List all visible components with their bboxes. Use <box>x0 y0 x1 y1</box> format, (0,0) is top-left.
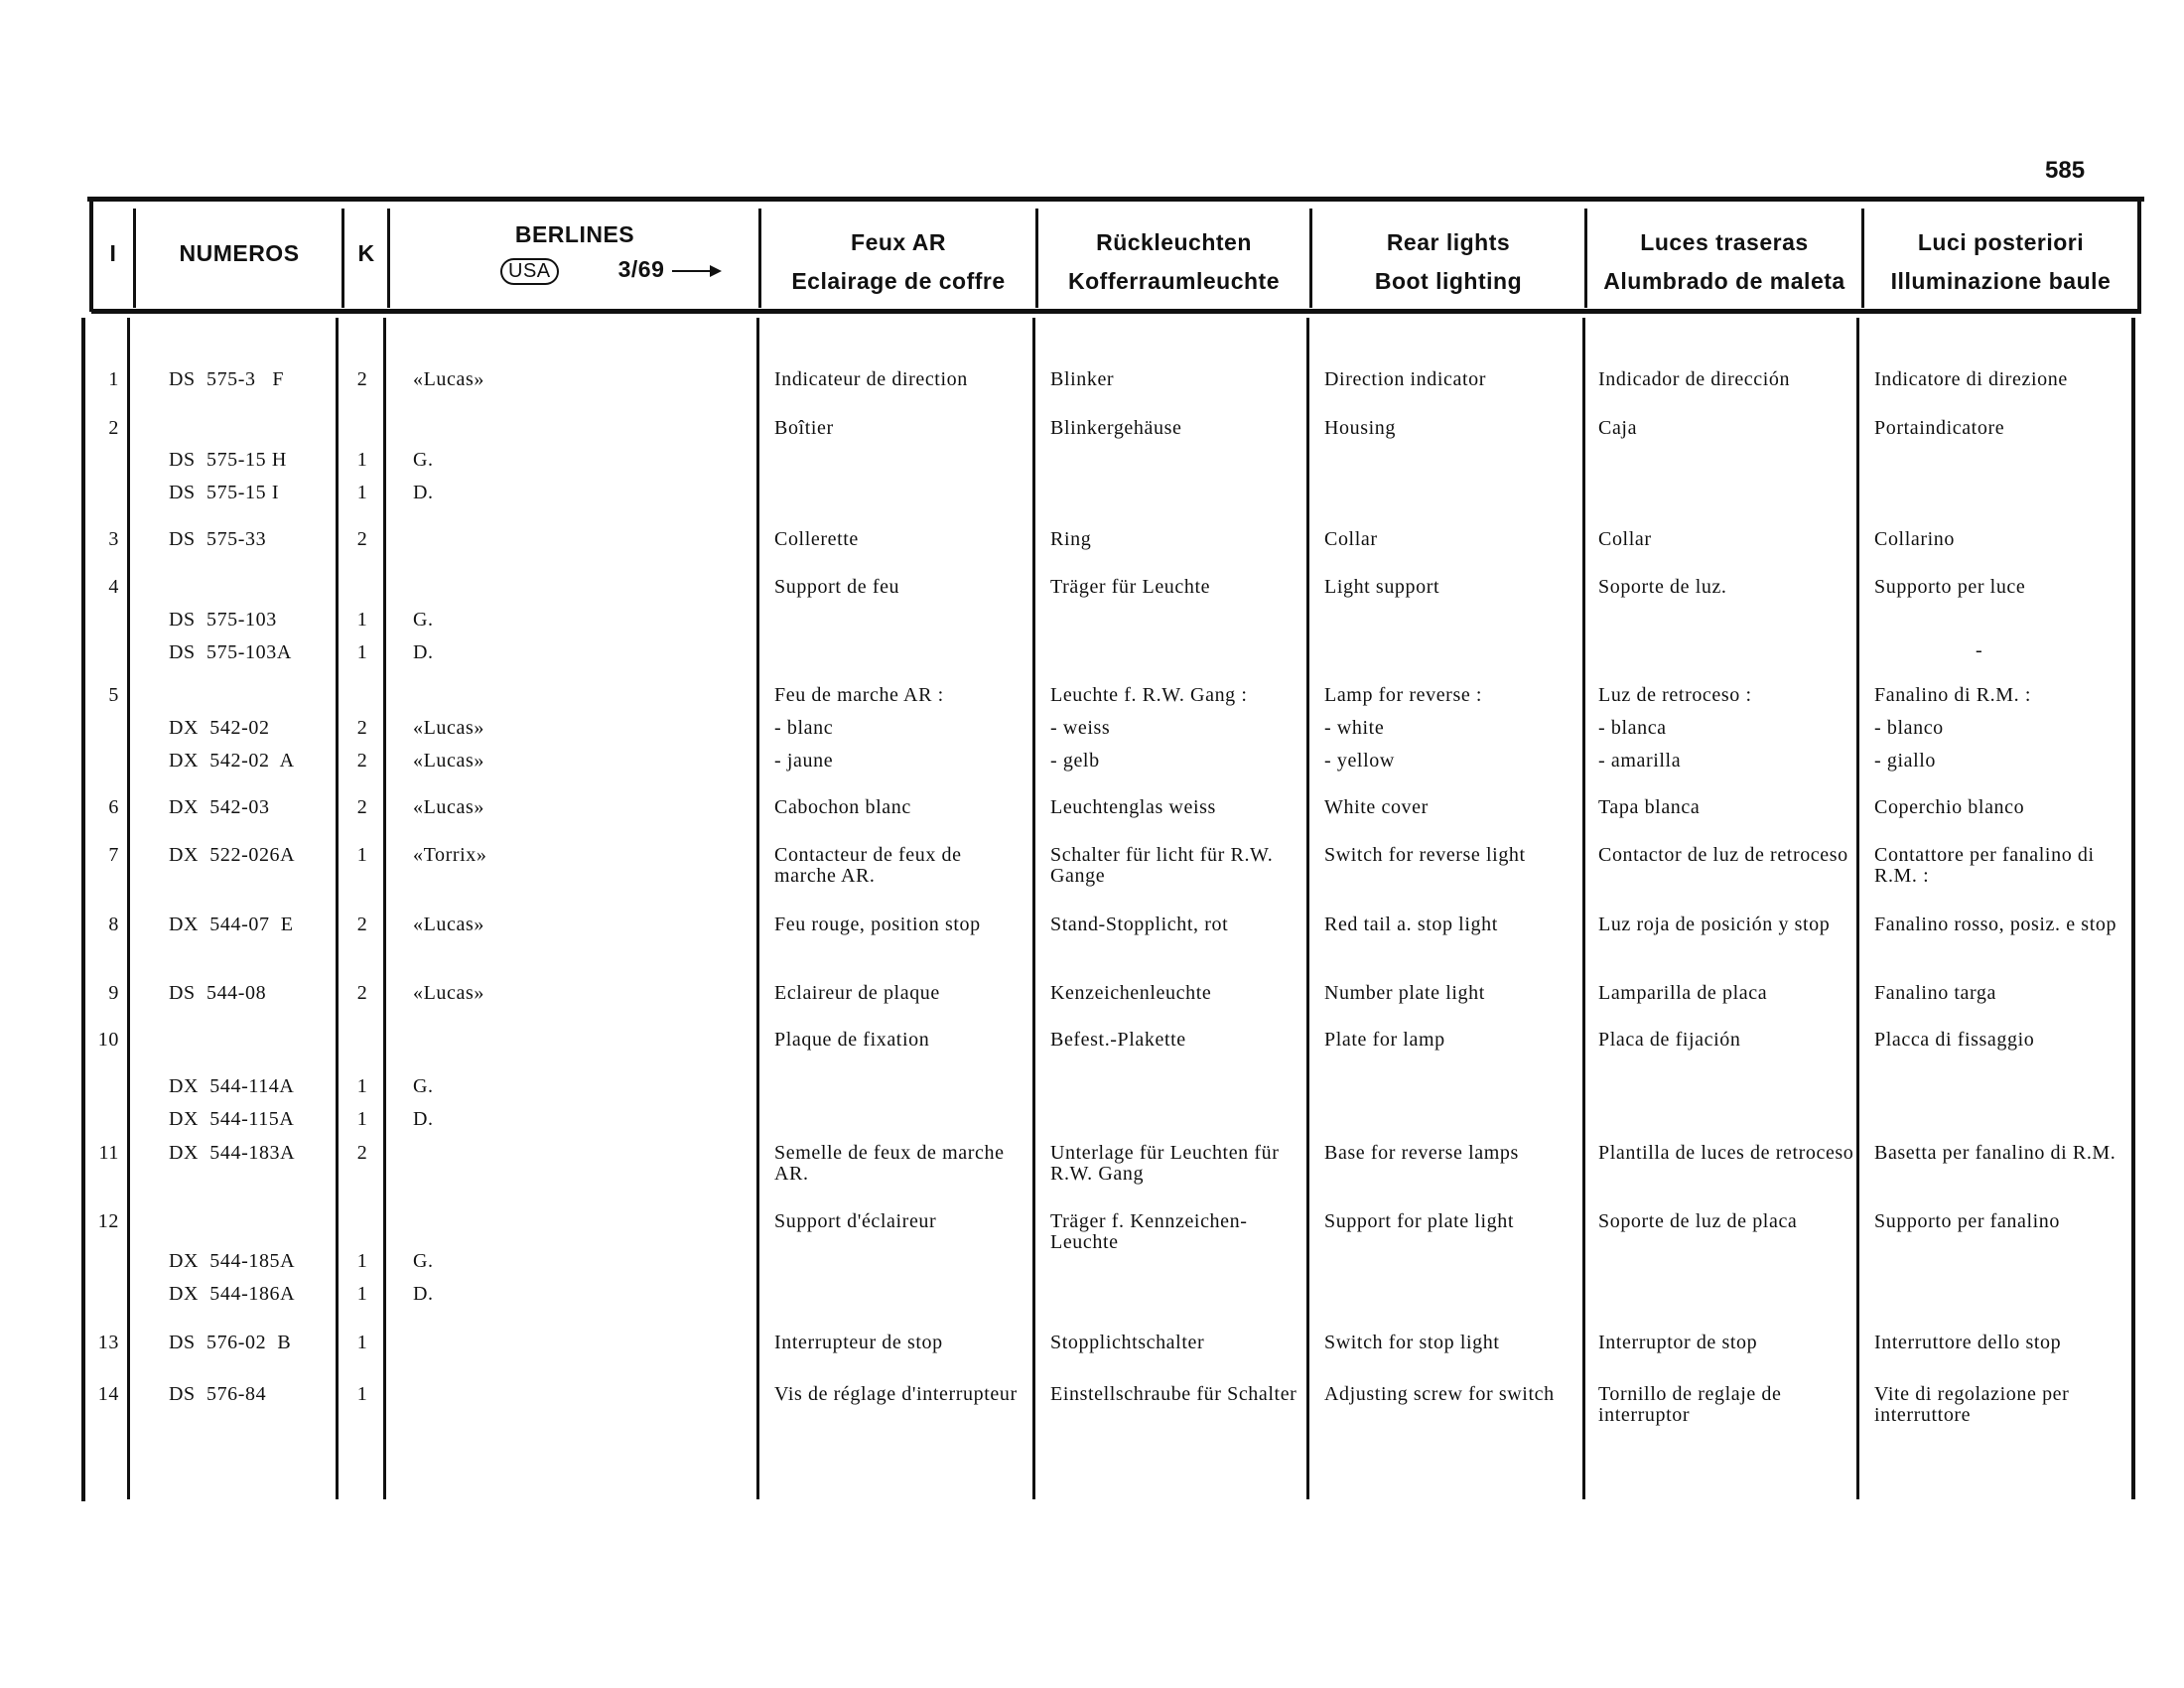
cell-it: Contattore per fanalino di R.M. : <box>1874 844 2095 887</box>
cell-note: «Lucas» <box>413 796 484 818</box>
cell-num: DX 544-114A <box>169 1075 295 1097</box>
cell-es: Contactor de luz de retroceso <box>1598 844 1848 866</box>
cell-es: Tornillo de reglaje de interruptor <box>1598 1383 1782 1426</box>
cell-en: Number plate light <box>1324 982 1485 1004</box>
cell-k: 2 <box>356 914 368 935</box>
cell-i: 6 <box>108 796 119 818</box>
cell-note: D. <box>413 641 434 663</box>
header-it: Luci posteriori Illuminazione baule <box>1890 229 2112 294</box>
cell-it: Portaindicatore <box>1874 417 2005 439</box>
cell-num: DS 575-15 H <box>169 449 287 471</box>
cell-k: 1 <box>356 449 368 471</box>
cell-de: Einstellschraube für Schalter <box>1050 1383 1297 1405</box>
cell-note: «Lucas» <box>413 717 484 739</box>
cell-num: DX 544-186A <box>169 1283 296 1305</box>
cell-en: Switch for reverse light <box>1324 844 1526 866</box>
header-col-k: K <box>357 240 375 266</box>
cell-de: Stopplichtschalter <box>1050 1332 1205 1353</box>
cell-i: 4 <box>108 576 119 598</box>
cell-it: - blanco <box>1874 717 1944 739</box>
cell-num: DS 575-103A <box>169 641 292 663</box>
cell-num: DX 542-02 <box>169 717 270 739</box>
cell-de: Leuchtenglas weiss <box>1050 796 1216 818</box>
col-divider <box>2137 199 2141 312</box>
cell-it: Coperchio blanco <box>1874 796 2025 818</box>
cell-note: D. <box>413 1283 434 1305</box>
cell-num: DX 542-03 <box>169 796 270 818</box>
cell-en: - white <box>1324 717 1385 739</box>
cell-es: Interruptor de stop <box>1598 1332 1758 1353</box>
cell-en: Adjusting screw for switch <box>1324 1383 1555 1405</box>
cell-es: Caja <box>1598 417 1638 439</box>
col-divider <box>81 318 85 1501</box>
cell-de: Unterlage für Leuchten für R.W. Gang <box>1050 1142 1280 1185</box>
cell-note: «Lucas» <box>413 982 484 1004</box>
cell-k: 1 <box>356 641 368 663</box>
cell-i: 9 <box>108 982 119 1004</box>
cell-it: Basetta per fanalino di R.M. <box>1874 1142 2116 1164</box>
cell-de: Leuchte f. R.W. Gang : <box>1050 684 1248 706</box>
cell-en: Plate for lamp <box>1324 1029 1445 1051</box>
cell-it: Placca di fissaggio <box>1874 1029 2035 1051</box>
cell-k: 1 <box>356 1283 368 1305</box>
cell-es: Luz de retroceso : <box>1598 684 1752 706</box>
cell-it: Vite di regolazione per interruttore <box>1874 1383 2070 1426</box>
cell-i: 14 <box>97 1383 119 1405</box>
cell-num: DX 544-185A <box>169 1250 296 1272</box>
cell-num: DS 576-02 B <box>169 1332 292 1353</box>
cell-i: 3 <box>108 528 119 550</box>
cell-de: Träger für Leuchte <box>1050 576 1211 598</box>
page-number: 585 <box>2045 157 2086 184</box>
cell-note: «Lucas» <box>413 914 484 935</box>
col-divider <box>133 209 136 308</box>
cell-en: Direction indicator <box>1324 368 1487 390</box>
cell-k: 2 <box>356 750 368 772</box>
cell-i: 10 <box>97 1029 119 1051</box>
cell-it: Fanalino rosso, posiz. e stop <box>1874 914 2117 935</box>
cell-k: 1 <box>356 1383 368 1405</box>
cell-num: DS 575-33 <box>169 528 267 550</box>
cell-k: 2 <box>356 796 368 818</box>
col-divider <box>383 318 386 1499</box>
cell-fr: - blanc <box>774 717 834 739</box>
cell-fr: Boîtier <box>774 417 834 439</box>
cell-num: DS 544-08 <box>169 982 267 1004</box>
cell-i: 12 <box>97 1210 119 1232</box>
cell-es: Tapa blanca <box>1598 796 1701 818</box>
berlines-title: BERLINES <box>514 221 635 247</box>
cell-es: Indicador de dirección <box>1598 368 1791 390</box>
cell-i: 7 <box>108 844 119 866</box>
usa-badge: USA <box>500 258 559 285</box>
col-divider <box>1856 318 1859 1499</box>
cell-num: DS 576-84 <box>169 1383 267 1405</box>
cell-de: Schalter für licht für R.W. Gange <box>1050 844 1274 887</box>
cell-i: 2 <box>108 417 119 439</box>
cell-de: - weiss <box>1050 717 1111 739</box>
cell-de: Stand-Stopplicht, rot <box>1050 914 1229 935</box>
cell-de: Blinkergehäuse <box>1050 417 1182 439</box>
cell-it: Fanalino di R.M. : <box>1874 684 2032 706</box>
cell-it: Supporto per fanalino <box>1874 1210 2061 1232</box>
cell-k: 1 <box>356 844 368 866</box>
cell-note: D. <box>413 1108 434 1130</box>
cell-es: Plantilla de luces de retroceso <box>1598 1142 1854 1164</box>
header-col-i: I <box>109 240 117 266</box>
header-bottom-border <box>91 309 2141 314</box>
cell-fr: Contacteur de feux de marche AR. <box>774 844 962 887</box>
cell-k: 1 <box>356 1250 368 1272</box>
cell-fr: Collerette <box>774 528 859 550</box>
cell-note: «Torrix» <box>413 844 487 866</box>
cell-de: Träger f. Kennzeichen-Leuchte <box>1050 1210 1248 1253</box>
cell-i: 13 <box>97 1332 119 1353</box>
cell-de: Befest.-Plakette <box>1050 1029 1186 1051</box>
col-divider <box>756 318 759 1499</box>
col-divider <box>387 209 390 308</box>
cell-es: Placa de fijación <box>1598 1029 1741 1051</box>
cell-es: Soporte de luz de placa <box>1598 1210 1798 1232</box>
cell-fr: - jaune <box>774 750 834 772</box>
cell-es: Luz roja de posición y stop <box>1598 914 1831 935</box>
cell-note: G. <box>413 449 434 471</box>
cell-en: Lamp for reverse : <box>1324 684 1483 706</box>
cell-fr: Feu de marche AR : <box>774 684 944 706</box>
cell-num: DX 522-026A <box>169 844 296 866</box>
cell-k: 2 <box>356 717 368 739</box>
cell-en: Switch for stop light <box>1324 1332 1500 1353</box>
header-fr: Feux AR Eclairage de coffre <box>791 229 1006 294</box>
cell-k: 1 <box>356 1108 368 1130</box>
col-divider <box>127 318 130 1499</box>
cell-es: - blanca <box>1598 717 1667 739</box>
cell-k: 2 <box>356 1142 368 1164</box>
col-divider <box>1306 318 1309 1499</box>
cell-num: DS 575-103 <box>169 609 277 631</box>
cell-it: Indicatore di direzione <box>1874 368 2068 390</box>
cell-k: 2 <box>356 528 368 550</box>
cell-it: Supporto per luce <box>1874 576 2026 598</box>
cell-k: 1 <box>356 609 368 631</box>
cell-en: - yellow <box>1324 750 1395 772</box>
cell-en: Housing <box>1324 417 1396 439</box>
cell-k: 2 <box>356 368 368 390</box>
cell-es: Soporte de luz. <box>1598 576 1727 598</box>
cell-fr: Plaque de fixation <box>774 1029 930 1051</box>
cell-num: DS 575-15 I <box>169 482 280 503</box>
cell-note: G. <box>413 1250 434 1272</box>
cell-fr: Indicateur de direction <box>774 368 968 390</box>
col-divider <box>1582 318 1585 1499</box>
cell-fr: Semelle de feux de marche AR. <box>774 1142 1005 1185</box>
cell-de: Blinker <box>1050 368 1115 390</box>
table-top-border <box>87 197 2144 202</box>
cell-en: Collar <box>1324 528 1378 550</box>
cell-it: - giallo <box>1874 750 1937 772</box>
cell-fr: Interrupteur de stop <box>774 1332 943 1353</box>
cell-k: 1 <box>356 1075 368 1097</box>
berlines-date: 3/69 <box>617 256 665 282</box>
cell-note: «Lucas» <box>413 368 484 390</box>
header-es: Luces traseras Alumbrado de maleta <box>1603 229 1845 294</box>
cell-num: DX 544-07 E <box>169 914 294 935</box>
cell-en: Support for plate light <box>1324 1210 1514 1232</box>
cell-i: 8 <box>108 914 119 935</box>
col-divider <box>1032 318 1035 1499</box>
header-col-numeros: NUMEROS <box>179 240 300 266</box>
cell-de: Ring <box>1050 528 1092 550</box>
cell-en: Red tail a. stop light <box>1324 914 1498 935</box>
cell-es: Lamparilla de placa <box>1598 982 1768 1004</box>
cell-note: «Lucas» <box>413 750 484 772</box>
cell-it: Fanalino targa <box>1874 982 1996 1004</box>
cell-it: - <box>1976 639 1983 661</box>
cell-fr: Support de feu <box>774 576 900 598</box>
cell-note: D. <box>413 482 434 503</box>
cell-fr: Support d'éclaireur <box>774 1210 937 1232</box>
col-divider <box>336 318 339 1499</box>
cell-fr: Eclaireur de plaque <box>774 982 940 1004</box>
cell-k: 1 <box>356 482 368 503</box>
cell-num: DS 575-3 F <box>169 368 285 390</box>
cell-note: G. <box>413 609 434 631</box>
cell-num: DX 544-115A <box>169 1108 295 1130</box>
cell-i: 1 <box>108 368 119 390</box>
cell-en: White cover <box>1324 796 1429 818</box>
cell-fr: Feu rouge, position stop <box>774 914 981 935</box>
cell-it: Collarino <box>1874 528 1955 550</box>
header-de: Rückleuchten Kofferraumleuchte <box>1068 229 1280 294</box>
col-divider <box>341 209 344 308</box>
cell-de: Kenzeichenleuchte <box>1050 982 1212 1004</box>
cell-en: Light support <box>1324 576 1440 598</box>
cell-fr: Cabochon blanc <box>774 796 911 818</box>
cell-it: Interruttore dello stop <box>1874 1332 2062 1353</box>
cell-en: Base for reverse lamps <box>1324 1142 1519 1164</box>
cell-i: 11 <box>98 1142 119 1164</box>
header-berlines <box>391 221 758 285</box>
header-en: Rear lights Boot lighting <box>1374 229 1523 294</box>
cell-fr: Vis de réglage d'interrupteur <box>774 1383 1018 1405</box>
cell-es: - amarilla <box>1598 750 1682 772</box>
cell-num: DX 544-183A <box>169 1142 296 1164</box>
cell-i: 5 <box>108 684 119 706</box>
cell-k: 2 <box>356 982 368 1004</box>
col-divider <box>2131 318 2135 1499</box>
arrow-right-icon <box>672 270 720 272</box>
cell-num: DX 542-02 A <box>169 750 295 772</box>
cell-k: 1 <box>356 1332 368 1353</box>
cell-de: - gelb <box>1050 750 1100 772</box>
cell-note: G. <box>413 1075 434 1097</box>
cell-es: Collar <box>1598 528 1652 550</box>
